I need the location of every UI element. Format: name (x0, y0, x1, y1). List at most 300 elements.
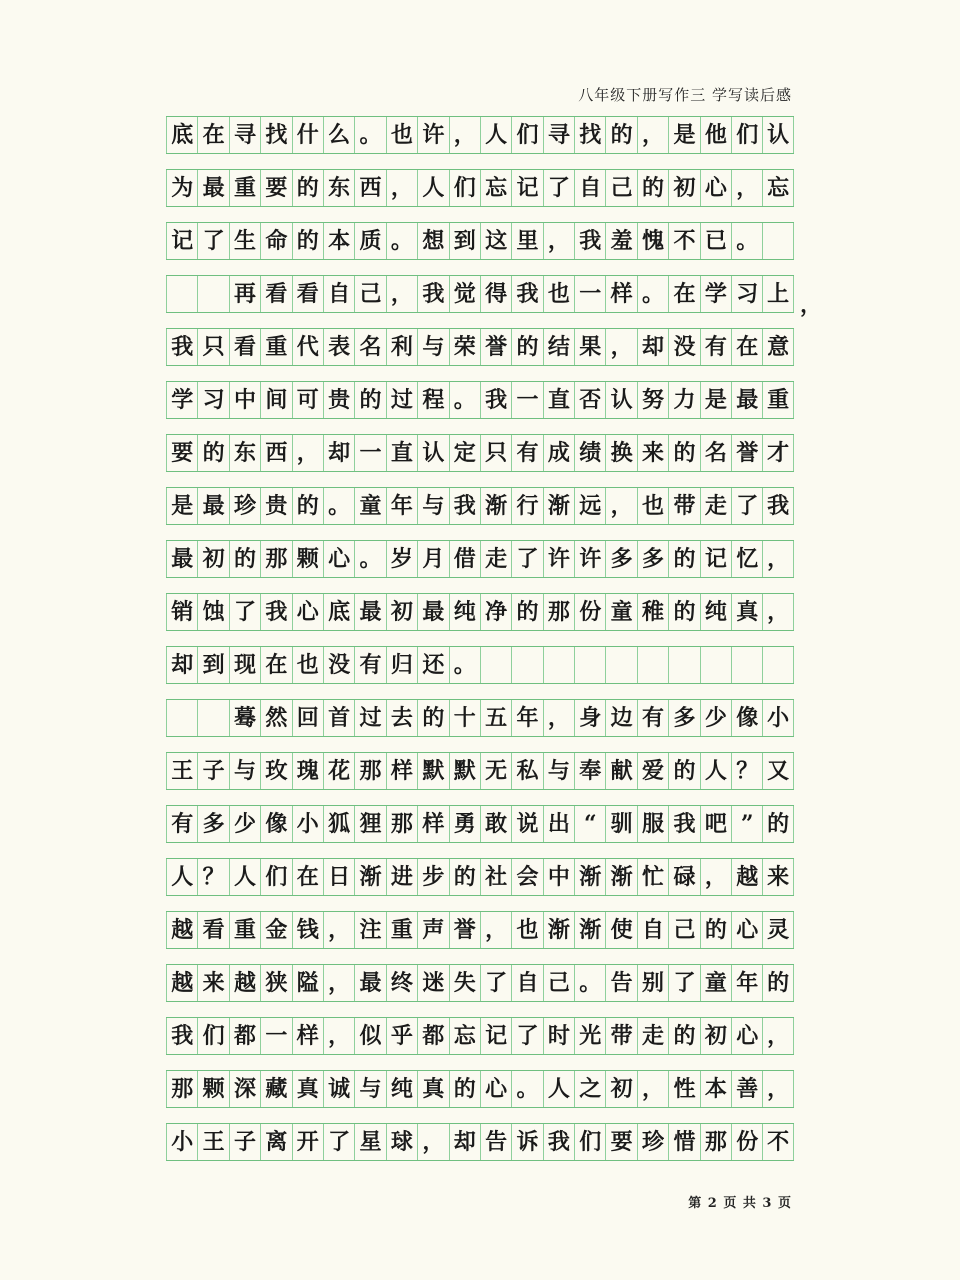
grid-cell: 说 (511, 806, 542, 842)
grid-row (166, 699, 794, 737)
grid-cell: 小 (292, 806, 323, 842)
grid-row (166, 381, 794, 419)
grid-cell: 却 (323, 435, 354, 471)
grid-cell: 人 (480, 117, 511, 153)
grid-cell: 来 (197, 965, 228, 1001)
grid-cell: 的 (668, 435, 699, 471)
grid-cell: 到 (197, 647, 228, 683)
grid-cell: 找 (260, 117, 291, 153)
grid-cell: 多 (605, 541, 636, 577)
grid-cell: 奉 (574, 753, 605, 789)
grid-cell: 我 (449, 488, 480, 524)
grid-cell: 小 (762, 700, 793, 736)
grid-cell: 底 (166, 117, 197, 153)
grid-cell: 然 (260, 700, 291, 736)
grid-cell: ， (605, 329, 636, 365)
grid-cell: 那 (260, 541, 291, 577)
grid-cell: 的 (229, 541, 260, 577)
grid-cell: ， (417, 1124, 448, 1160)
grid-cell: 没 (323, 647, 354, 683)
grid-cell: 重 (260, 329, 291, 365)
grid-cell: 自 (511, 965, 542, 1001)
grid-cell: 学 (700, 276, 731, 312)
grid-cell: 重 (386, 912, 417, 948)
grid-cell: 蓦 (229, 700, 260, 736)
grid-cell: 开 (292, 1124, 323, 1160)
grid-cell: 只 (480, 435, 511, 471)
grid-cell: 的 (700, 912, 731, 948)
grid-cell: 初 (386, 594, 417, 630)
grid-cell: 学 (166, 382, 197, 418)
grid-cell: 荣 (449, 329, 480, 365)
grid-cell: 稚 (637, 594, 668, 630)
grid-cell: 心 (480, 1071, 511, 1107)
grid-cell: 来 (762, 859, 793, 895)
grid-cell: 无 (480, 753, 511, 789)
grid-cell: 金 (260, 912, 291, 948)
grid-cell: 边 (605, 700, 636, 736)
grid-cell: 会 (511, 859, 542, 895)
grid-cell: 间 (260, 382, 291, 418)
grid-cell: 心 (292, 594, 323, 630)
grid-cell: 却 (166, 647, 197, 683)
grid-cell: 否 (574, 382, 605, 418)
grid-cell: ， (731, 170, 762, 206)
grid-cell: 有 (637, 700, 668, 736)
grid-cell (480, 647, 511, 683)
grid-cell: 最 (731, 382, 762, 418)
grid-cell: 人 (700, 753, 731, 789)
grid-cell: 却 (637, 329, 668, 365)
grid-cell: 觉 (449, 276, 480, 312)
grid-cell: 我 (417, 276, 448, 312)
grid-cell: 真 (292, 1071, 323, 1107)
grid-cell: 过 (386, 382, 417, 418)
grid-cell: 步 (417, 859, 448, 895)
grid-cell: 看 (292, 276, 323, 312)
grid-cell: 一 (354, 435, 385, 471)
grid-cell: 那 (700, 1124, 731, 1160)
grid-cell: 。 (354, 541, 385, 577)
grid-cell: 也 (511, 912, 542, 948)
grid-cell: 没 (668, 329, 699, 365)
grid-cell: 渐 (574, 912, 605, 948)
grid-cell: 为 (166, 170, 197, 206)
grid-cell: ， (449, 117, 480, 153)
grid-cell: 习 (731, 276, 762, 312)
grid-cell: 了 (323, 1124, 354, 1160)
grid-cell: 像 (731, 700, 762, 736)
grid-cell: 王 (166, 753, 197, 789)
grid-cell: 自 (323, 276, 354, 312)
grid-cell: 私 (511, 753, 542, 789)
grid-cell: 了 (480, 965, 511, 1001)
grid-cell: 人 (543, 1071, 574, 1107)
grid-cell (605, 647, 636, 683)
grid-cell: 越 (731, 859, 762, 895)
grid-cell: “ (574, 806, 605, 842)
grid-cell: 勇 (449, 806, 480, 842)
grid-cell: 最 (354, 594, 385, 630)
grid-cell: ， (292, 435, 323, 471)
grid-cell: 样 (292, 1018, 323, 1054)
grid-cell: 过 (354, 700, 385, 736)
grid-cell: 们 (511, 117, 542, 153)
grid-cell: 多 (668, 700, 699, 736)
grid-cell: 进 (386, 859, 417, 895)
grid-cell: 回 (292, 700, 323, 736)
composition-grid (166, 110, 794, 1170)
grid-cell: 本 (700, 1071, 731, 1107)
grid-cell: 什 (292, 117, 323, 153)
grid-cell: ， (323, 965, 354, 1001)
grid-cell: 里 (511, 223, 542, 259)
grid-cell: 。 (574, 965, 605, 1001)
grid-cell: 忘 (762, 170, 793, 206)
grid-row (166, 434, 794, 472)
grid-row (166, 328, 794, 366)
grid-cell: 我 (166, 329, 197, 365)
grid-cell: 在 (731, 329, 762, 365)
grid-cell: 他 (700, 117, 731, 153)
grid-cell: 直 (543, 382, 574, 418)
grid-cell: 默 (417, 753, 448, 789)
grid-cell: 瑰 (292, 753, 323, 789)
grid-cell: 的 (449, 1071, 480, 1107)
grid-cell: 王 (197, 1124, 228, 1160)
grid-cell: 的 (668, 1018, 699, 1054)
grid-cell: 我 (668, 806, 699, 842)
grid-row (166, 593, 794, 631)
grid-cell: 花 (323, 753, 354, 789)
grid-cell (668, 647, 699, 683)
grid-cell: 。 (386, 223, 417, 259)
grid-cell (166, 700, 197, 736)
grid-cell: 代 (292, 329, 323, 365)
grid-cell: 愧 (637, 223, 668, 259)
grid-cell: 心 (323, 541, 354, 577)
grid-cell: 隘 (292, 965, 323, 1001)
grid-cell: 的 (762, 965, 793, 1001)
grid-cell: 程 (417, 382, 448, 418)
grid-cell: 换 (605, 435, 636, 471)
grid-cell: 远 (574, 488, 605, 524)
grid-cell: 绩 (574, 435, 605, 471)
grid-cell: 想 (417, 223, 448, 259)
grid-cell: 己 (543, 965, 574, 1001)
grid-cell: 终 (386, 965, 417, 1001)
grid-cell: 许 (574, 541, 605, 577)
grid-cell: ？ (197, 859, 228, 895)
grid-cell: 年 (386, 488, 417, 524)
grid-cell (637, 647, 668, 683)
grid-cell: 样 (386, 753, 417, 789)
grid-cell: 一 (511, 382, 542, 418)
grid-cell: 之 (574, 1071, 605, 1107)
grid-cell: 越 (166, 912, 197, 948)
grid-cell: 子 (229, 1124, 260, 1160)
grid-cell (166, 276, 197, 312)
grid-cell: 了 (543, 170, 574, 206)
grid-cell: 我 (574, 223, 605, 259)
grid-cell: 有 (354, 647, 385, 683)
grid-cell: 那 (166, 1071, 197, 1107)
grid-cell: 己 (668, 912, 699, 948)
grid-cell: ， (762, 541, 793, 577)
grid-cell: 是 (166, 488, 197, 524)
grid-cell: 有 (700, 329, 731, 365)
grid-row (166, 964, 794, 1002)
grid-cell: 一 (574, 276, 605, 312)
grid-cell: 。 (354, 117, 385, 153)
grid-cell: 了 (511, 1018, 542, 1054)
page-footer: 第 2 页 共 3 页 (688, 1196, 792, 1211)
grid-cell: 习 (197, 382, 228, 418)
grid-cell: 认 (762, 117, 793, 153)
grid-cell: ” (731, 806, 762, 842)
grid-cell: 最 (166, 541, 197, 577)
grid-cell: ， (323, 912, 354, 948)
grid-cell: 身 (574, 700, 605, 736)
grid-cell: 的 (511, 594, 542, 630)
grid-cell: 渐 (543, 488, 574, 524)
grid-cell: 人 (166, 859, 197, 895)
grid-cell: ？ (731, 753, 762, 789)
grid-cell: 灵 (762, 912, 793, 948)
grid-cell: 么 (323, 117, 354, 153)
grid-cell: ， (637, 117, 668, 153)
grid-cell: 像 (260, 806, 291, 842)
grid-cell: 初 (197, 541, 228, 577)
grid-cell: 誉 (480, 329, 511, 365)
grid-cell: 认 (417, 435, 448, 471)
grid-cell: 重 (229, 170, 260, 206)
grid-row (166, 858, 794, 896)
grid-cell: 寻 (543, 117, 574, 153)
grid-cell: 也 (637, 488, 668, 524)
grid-cell: 表 (323, 329, 354, 365)
grid-cell: 们 (197, 1018, 228, 1054)
grid-cell: 心 (700, 170, 731, 206)
grid-cell: 我 (762, 488, 793, 524)
grid-cell: 最 (417, 594, 448, 630)
grid-cell: 社 (480, 859, 511, 895)
grid-cell: 份 (574, 594, 605, 630)
grid-cell: 看 (260, 276, 291, 312)
grid-cell (762, 647, 793, 683)
grid-cell: 己 (354, 276, 385, 312)
grid-cell: 直 (386, 435, 417, 471)
grid-cell: 少 (229, 806, 260, 842)
grid-cell: 的 (197, 435, 228, 471)
grid-cell: 份 (731, 1124, 762, 1160)
grid-cell: 要 (260, 170, 291, 206)
grid-cell: 日 (323, 859, 354, 895)
grid-cell: 样 (605, 276, 636, 312)
grid-row (166, 222, 794, 260)
grid-cell: 别 (637, 965, 668, 1001)
grid-cell: 要 (166, 435, 197, 471)
grid-cell: 西 (260, 435, 291, 471)
grid-cell: 时 (543, 1018, 574, 1054)
grid-cell: 的 (762, 806, 793, 842)
grid-cell: 失 (449, 965, 480, 1001)
grid-cell: 行 (511, 488, 542, 524)
grid-cell: 们 (731, 117, 762, 153)
grid-cell: 敢 (480, 806, 511, 842)
grid-cell: 贵 (323, 382, 354, 418)
page-header: 八年级下册写作三 学写读后感 (578, 86, 792, 104)
grid-cell: 的 (605, 117, 636, 153)
grid-cell: 心 (731, 1018, 762, 1054)
grid-cell: 羞 (605, 223, 636, 259)
grid-cell: 那 (386, 806, 417, 842)
grid-cell: 人 (417, 170, 448, 206)
grid-cell: 渐 (543, 912, 574, 948)
grid-row (166, 1070, 794, 1108)
grid-cell: ， (543, 223, 574, 259)
grid-cell: 童 (700, 965, 731, 1001)
grid-cell: 中 (229, 382, 260, 418)
grid-cell: 要 (605, 1124, 636, 1160)
grid-cell: 西 (354, 170, 385, 206)
grid-row (166, 646, 794, 684)
grid-cell: 看 (229, 329, 260, 365)
grid-row (166, 1017, 794, 1055)
grid-cell: 初 (668, 170, 699, 206)
grid-cell: 那 (354, 753, 385, 789)
grid-cell: 销 (166, 594, 197, 630)
grid-cell (197, 276, 228, 312)
grid-cell: 纯 (700, 594, 731, 630)
grid-cell (511, 647, 542, 683)
margin-punctuation: ， (800, 292, 823, 318)
grid-cell: 成 (543, 435, 574, 471)
grid-cell: 记 (480, 1018, 511, 1054)
grid-cell: 善 (731, 1071, 762, 1107)
grid-cell: 越 (229, 965, 260, 1001)
grid-cell: 驯 (605, 806, 636, 842)
grid-cell: 忆 (731, 541, 762, 577)
grid-cell: 结 (543, 329, 574, 365)
grid-cell: 意 (762, 329, 793, 365)
grid-cell: 也 (386, 117, 417, 153)
grid-cell: 的 (668, 541, 699, 577)
grid-cell: 玫 (260, 753, 291, 789)
grid-cell: 们 (574, 1124, 605, 1160)
grid-cell: 了 (511, 541, 542, 577)
grid-cell: 出 (543, 806, 574, 842)
grid-cell: 性 (668, 1071, 699, 1107)
grid-cell: 的 (417, 700, 448, 736)
grid-cell: 得 (480, 276, 511, 312)
grid-cell: 钱 (292, 912, 323, 948)
grid-cell: 底 (323, 594, 354, 630)
grid-cell: 与 (354, 1071, 385, 1107)
grid-cell: 果 (574, 329, 605, 365)
grid-cell: 中 (543, 859, 574, 895)
grid-cell: 不 (668, 223, 699, 259)
grid-cell (197, 700, 228, 736)
grid-cell: 走 (480, 541, 511, 577)
grid-cell: 首 (323, 700, 354, 736)
grid-cell: 到 (449, 223, 480, 259)
grid-cell: 迷 (417, 965, 448, 1001)
grid-cell: 纯 (449, 594, 480, 630)
grid-cell: 越 (166, 965, 197, 1001)
grid-cell (731, 647, 762, 683)
grid-cell: 初 (605, 1071, 636, 1107)
grid-cell: 定 (449, 435, 480, 471)
grid-cell: 声 (417, 912, 448, 948)
grid-cell: 东 (229, 435, 260, 471)
grid-cell: 那 (543, 594, 574, 630)
grid-cell: 颗 (197, 1071, 228, 1107)
grid-cell: 的 (668, 594, 699, 630)
grid-cell: 岁 (386, 541, 417, 577)
grid-cell: 生 (229, 223, 260, 259)
grid-cell: 是 (668, 117, 699, 153)
grid-cell: ， (323, 1018, 354, 1054)
grid-cell: 小 (166, 1124, 197, 1160)
grid-cell: 忘 (449, 1018, 480, 1054)
grid-cell: 忙 (637, 859, 668, 895)
grid-cell: 们 (260, 859, 291, 895)
grid-cell: 最 (197, 170, 228, 206)
grid-cell: 与 (417, 488, 448, 524)
grid-cell: 纯 (386, 1071, 417, 1107)
grid-cell: 。 (449, 382, 480, 418)
grid-cell: 子 (197, 753, 228, 789)
grid-cell: 了 (197, 223, 228, 259)
grid-cell: 己 (605, 170, 636, 206)
grid-cell: 了 (229, 594, 260, 630)
grid-row (166, 911, 794, 949)
grid-cell: 渐 (480, 488, 511, 524)
grid-cell: 的 (668, 753, 699, 789)
grid-cell: 吧 (700, 806, 731, 842)
grid-cell: 渐 (354, 859, 385, 895)
grid-cell: 可 (292, 382, 323, 418)
grid-cell: 名 (354, 329, 385, 365)
grid-cell: 离 (260, 1124, 291, 1160)
grid-cell: 心 (731, 912, 762, 948)
grid-cell: 最 (354, 965, 385, 1001)
grid-cell: 借 (449, 541, 480, 577)
grid-cell: 渐 (605, 859, 636, 895)
grid-cell: 诚 (323, 1071, 354, 1107)
grid-cell: ， (762, 594, 793, 630)
grid-cell (543, 647, 574, 683)
grid-cell: 许 (543, 541, 574, 577)
grid-cell: 现 (229, 647, 260, 683)
grid-row (166, 487, 794, 525)
grid-cell: 。 (637, 276, 668, 312)
grid-cell: 带 (668, 488, 699, 524)
grid-cell: 记 (700, 541, 731, 577)
grid-row (166, 169, 794, 207)
grid-cell: 真 (731, 594, 762, 630)
grid-cell: 不 (762, 1124, 793, 1160)
grid-cell: 我 (166, 1018, 197, 1054)
grid-cell: 在 (292, 859, 323, 895)
grid-row (166, 275, 794, 313)
grid-cell: 记 (166, 223, 197, 259)
grid-cell: ， (700, 859, 731, 895)
grid-cell: 初 (700, 1018, 731, 1054)
grid-cell: 带 (605, 1018, 636, 1054)
grid-cell: 在 (260, 647, 291, 683)
